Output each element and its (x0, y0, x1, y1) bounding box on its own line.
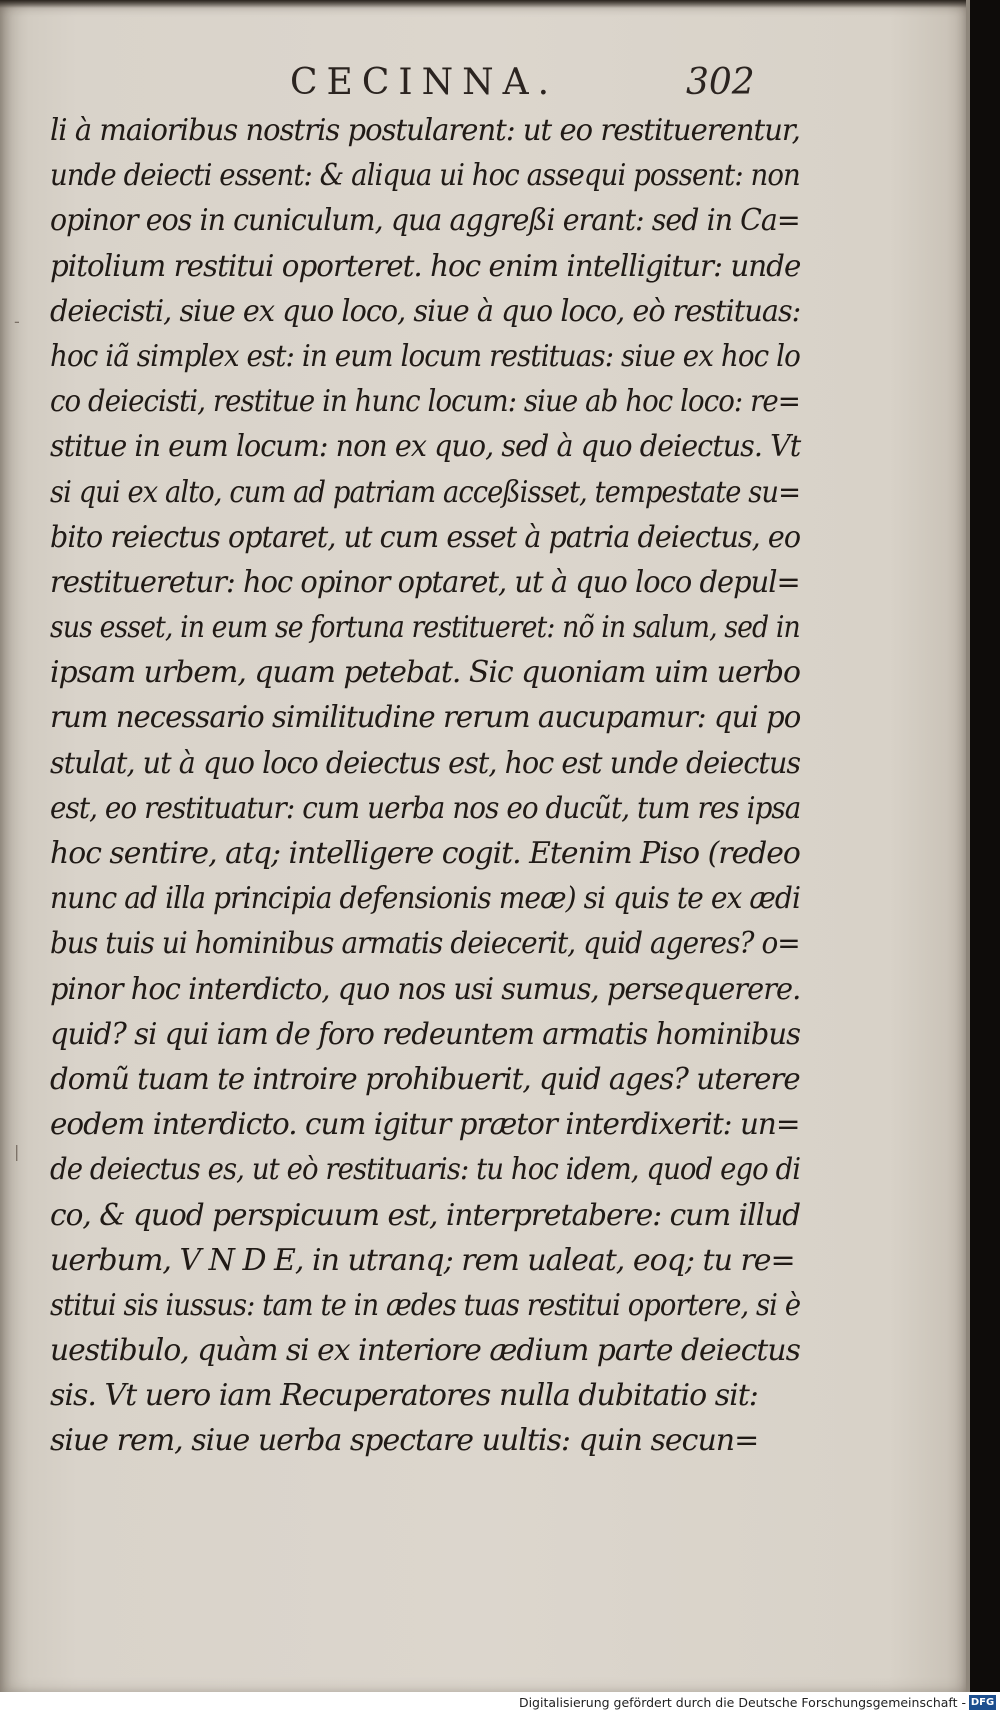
text-line: hoc iã simplex est: in eum locum restituas: siue ex hoc lo (50, 338, 800, 374)
text-line: stitue in eum locum: non ex quo, sed à quo deiectus. Vt (50, 429, 801, 465)
text-line: uerbum, V N D E, in utranq; rem ualeat, eoq; tu re= (50, 1242, 795, 1278)
text-line: de deiectus es, ut eò restituaris: tu hoc idem, quod ego di (50, 1152, 801, 1188)
text-line: uestibulo, quàm si ex interiore ædium parte deiectus (50, 1333, 800, 1369)
dfg-logo: DFG (970, 1697, 995, 1708)
text-line: rum necessario similitudine rerum aucupamur: qui po (50, 700, 801, 736)
text-line: pinor hoc interdicto, quo nos usi sumus, persequerere. (50, 971, 801, 1007)
text-line: nunc ad illa principia defensionis meæ) si quis te ex ædi (50, 881, 801, 917)
text-line: bito reiectus optaret, ut cum esset à patria deiectus, eo (50, 519, 801, 555)
text-line: pitolium restitui oporteret. hoc enim intelligitur: unde (50, 248, 801, 284)
text-line: si qui ex alto, cum ad patriam acceßisset, tempestate su= (50, 474, 801, 510)
text-line: hoc sentire, atq; intelligere cogit. Etenim Piso (redeo (50, 836, 800, 871)
text-line: li à maioribus nostris postularent: ut eo restituerentur, (50, 113, 800, 148)
text-line: quid? si qui iam de foro redeuntem armatis hominibus (50, 1016, 801, 1052)
running-head (0, 58, 966, 108)
text-line: est, eo restituatur: cum uerba nos eo ducũt, tum res ipsa (50, 790, 801, 826)
text-line: stulat, ut à quo loco deiectus est, hoc est unde deiectus (50, 745, 801, 781)
running-title: CECINNA. (290, 62, 559, 103)
text-line: sus esset, in eum se fortuna restitueret: nõ in salum, sed in (50, 610, 800, 646)
text-line: eodem interdicto. cum igitur prætor interdixerit: un= (50, 1107, 800, 1143)
text-line: co, & quod perspicuum est, interpretabere: cum illud (50, 1197, 801, 1233)
text-line: opinor eos in cuniculum, qua aggreßi erant: sed in Ca= (50, 203, 800, 239)
text-line: unde deiecti essent: & aliqua ui hoc assequi possent: non (50, 158, 800, 194)
text-line: stitui sis iussus: tam te in ædes tuas restitui oportere, si è (50, 1287, 801, 1323)
funding-credit: Digitalisierung gefördert durch die Deutsche Forschungsgemeinschaft - (518, 1695, 966, 1710)
page-number: 302 (686, 62, 755, 103)
text-line: deiecisti, siue ex quo loco, siue à quo loco, eò restituas: (50, 293, 801, 329)
text-line: domũ tuam te introire prohibuerit, quid ages? uterere (50, 1061, 800, 1097)
text-line: ipsam urbem, quam petebat. Sic quoniam uim uerbo (50, 655, 801, 691)
body-text (50, 108, 800, 1464)
text-line: siue rem, siue uerba spectare uultis: quin secun= (50, 1423, 759, 1459)
text-line: restitueretur: hoc opinor optaret, ut à quo loco depul= (50, 564, 800, 600)
footer-bar (0, 1692, 1000, 1714)
text-line: sis. Vt uero iam Recuperatores nulla dubitatio sit: (50, 1378, 758, 1414)
text-line: co deiecisti, restitue in hunc locum: siue ab hoc loco: re= (50, 384, 800, 420)
margin-mark: | (14, 1142, 20, 1161)
text-line: bus tuis ui hominibus armatis deiecerit, quid ageres? o= (50, 926, 800, 962)
margin-mark: - (14, 312, 20, 331)
